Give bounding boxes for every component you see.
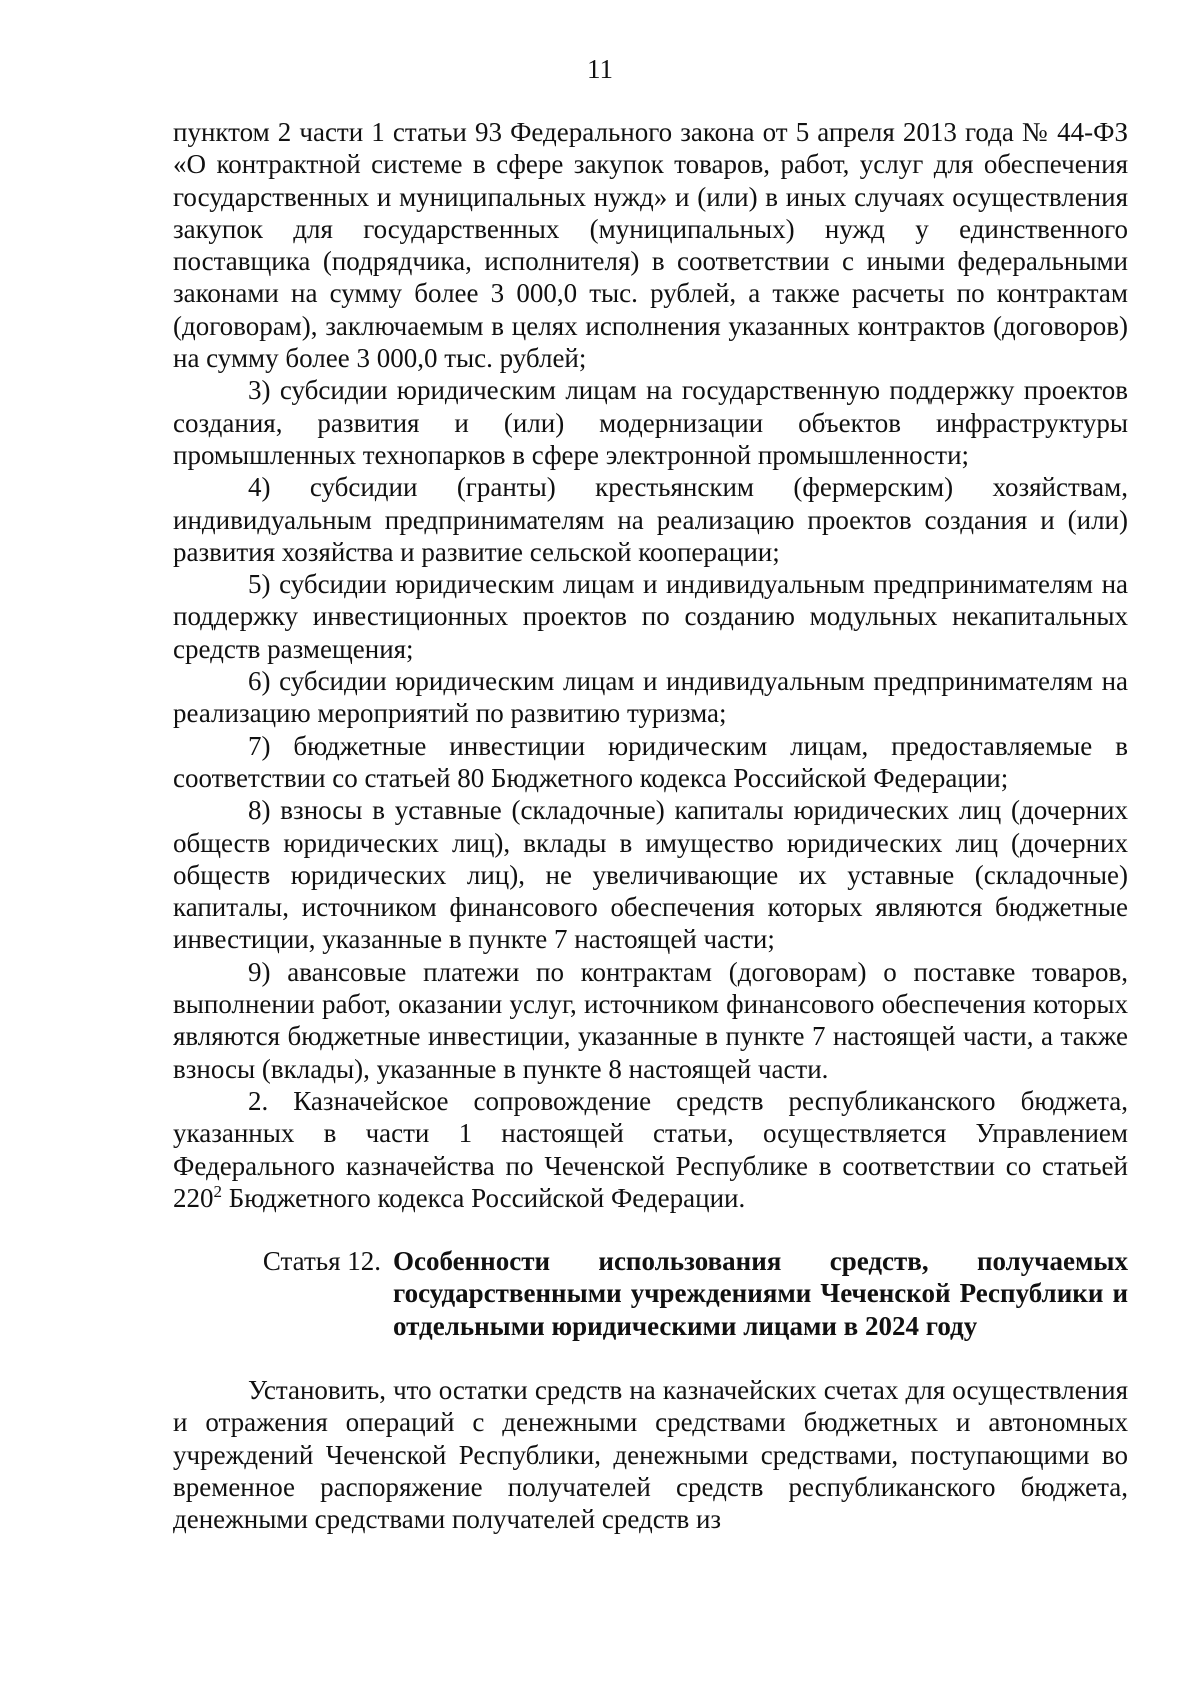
list-item-7: 7) бюджетные инвестиции юридическим лицам, предоставляемые в соответствии со статьей 80 Бюджетного кодекса Российской Федерации; (173, 730, 1128, 793)
article-title: Особенности использования средств, получаемых государственными учреждениями Чеченской Республики и отдельными юридическими лицами в 2024 году (393, 1246, 1128, 1341)
list-item-4: 4) субсидии (гранты) крестьянским (фермерским) хозяйствам, индивидуальным предпринимателям на реализацию проектов создания и (или) развития хозяйства и развитие сельской кооперации; (173, 472, 1128, 567)
final-paragraph: Установить, что остатки средств на казначейских счетах для осуществления и отражения операций с денежными средствами бюджетных и автономных учреждений Чеченской Республики, денежными средствами, поступающими во временное распоряжение получателей средств республиканского бюджета, денежными средствами получателей средств из (173, 1374, 1128, 1535)
paragraph-2 (173, 1085, 1128, 1214)
article-label: Статья 12. (262, 1246, 381, 1277)
list-item-5: 5) субсидии юридическим лицам и индивидуальным предпринимателям на поддержку инвестиционных проектов по созданию модульных некапитальных средств размещения; (173, 569, 1128, 664)
page-number: 11 (587, 54, 613, 84)
paragraph-2-text: 2. Казначейское сопровождение средств республиканского бюджета, указанных в части 1 настоящей статьи, осуществляется Управлением Федерального казначейства по Чеченской Республике в соответствии со статьей 220 (173, 1085, 1128, 1213)
superscript: 2 (213, 1181, 222, 1201)
article-heading (173, 1245, 1128, 1342)
list-item-9: 9) авансовые платежи по контрактам (договорам) о поставке товаров, выполнении работ, оказании услуг, источником финансового обеспечения которых являются бюджетные инвестиции, указанные в пункте 7 настоящей части, а также взносы (вклады), указанные в пункте 8 настоящей части. (173, 956, 1128, 1084)
document-body (173, 116, 1128, 1535)
list-item-8: 8) взносы в уставные (складочные) капиталы юридических лиц (дочерних обществ юридических лиц), вклады в имущество юридических лиц (дочерних обществ юридических лиц), не увеличивающие их уставные (складочные) капиталы, источником финансового обеспечения которых являются бюджетные инвестиции, указанные в пункте 7 настоящей части; (173, 795, 1128, 955)
list-item-3: 3) субсидии юридическим лицам на государственную поддержку проектов создания, развития и (или) модернизации объектов инфраструктуры промышленных технопарков в сфере электронной промышленности; (173, 375, 1128, 470)
paragraph-2-tail: Бюджетного кодекса Российской Федерации. (222, 1182, 746, 1213)
paragraph-continuation: пунктом 2 части 1 статьи 93 Федерального закона от 5 апреля 2013 года № 44-ФЗ «О контрактной системе в сфере закупок товаров, работ, услуг для обеспечения государственных и муниципальных нужд» и (или) в иных случаях осуществления закупок для государственных (муниципальных) нужд у единственного поставщика (подрядчика, исполнителя) в соответствии с иными федеральными законами на сумму более 3 000,0 тыс. рублей, а также расчеты по контрактам (договорам), заключаемым в целях исполнения указанных контрактов (договоров) на сумму более 3 000,0 тыс. рублей; (173, 117, 1128, 374)
list-item-6: 6) субсидии юридическим лицам и индивидуальным предпринимателям на реализацию мероприятий по развитию туризма; (173, 666, 1128, 729)
